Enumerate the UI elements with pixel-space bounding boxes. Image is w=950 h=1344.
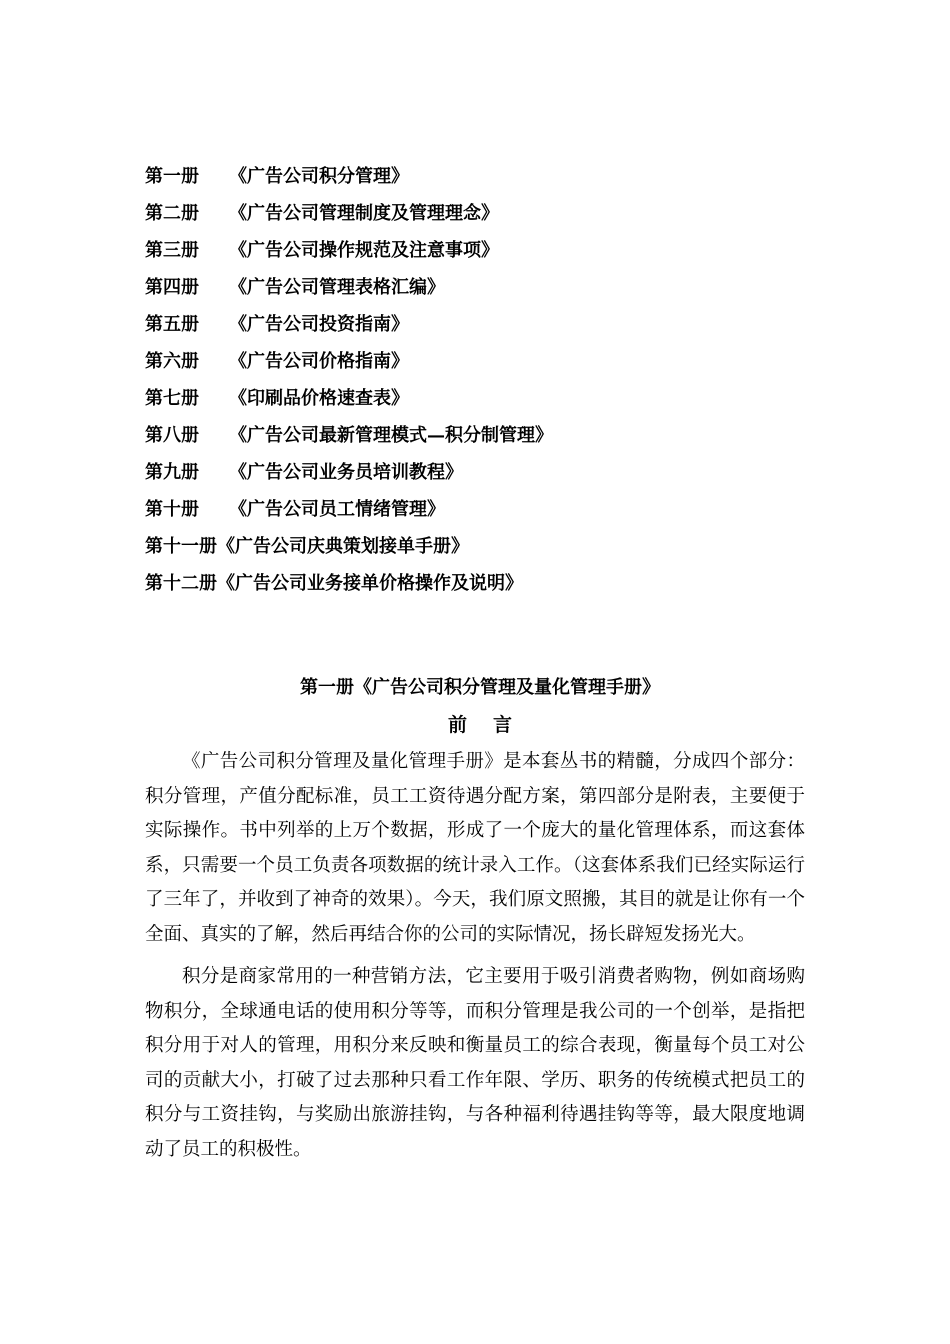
toc-volume: 第四册 <box>145 277 199 298</box>
toc-volume: 第一册 <box>145 166 199 187</box>
toc-row <box>145 454 845 491</box>
toc-title: 《广告公司管理制度及管理理念》 <box>229 203 499 224</box>
toc-title: 《广告公司价格指南》 <box>229 351 409 372</box>
toc-title: 《广告公司业务接单价格操作及说明》 <box>217 573 523 594</box>
toc-row <box>145 417 845 454</box>
paragraph: 积分是商家常用的一种营销方法，它主要用于吸引消费者购物，例如商场购物积分，全球通电话的使用积分等等，而积分管理是我公司的一个创举，是指把积分用于对人的管理，用积分来反映和衡量员工的综合表现，衡量每个员工对公司的贡献大小，打破了过去那种只看工作年限、学历、职务的传统模式把员工的积分与工资挂钩，与奖励出旅游挂钩，与各种福利待遇挂钩等等，最大限度地调动了员工的积极性。 <box>145 966 805 1160</box>
toc-title: 《广告公司管理表格汇编》 <box>229 277 445 298</box>
preface-heading: 前言 <box>447 714 538 736</box>
toc-volume: 第七册 <box>145 388 199 409</box>
toc-row <box>145 565 845 602</box>
toc-title: 《广告公司投资指南》 <box>229 314 409 335</box>
toc-volume: 第十一册 <box>145 536 217 557</box>
toc-title: 《广告公司积分管理》 <box>229 166 409 187</box>
preface-body <box>145 745 805 1167</box>
toc-volume: 第十册 <box>145 499 199 520</box>
toc-row <box>145 306 845 343</box>
toc-title: 《广告公司最新管理模式—积分制管理》 <box>229 425 553 446</box>
toc-title: 《广告公司员工情绪管理》 <box>229 499 445 520</box>
paragraph: 《广告公司积分管理及量化管理手册》是本套丛书的精髓，分成四个部分：积分管理，产值分配标准，员工工资待遇分配方案，第四部分是附表，主要便于实际操作。书中列举的上万个数据，形成了一个庞大的量化管理体系，而这套体系，只需要一个员工负责各项数据的统计录入工作。（这套体系我们已经实际运行了三年了，并收到了神奇的效果）。今天，我们原文照搬，其目的就是让你有一个全面、真实的了解，然后再结合你的公司的实际情况，扬长辟短发扬光大。 <box>145 751 805 945</box>
toc-row <box>145 528 845 565</box>
toc-row <box>145 380 845 417</box>
toc-volume: 第十二册 <box>145 573 217 594</box>
toc-volume: 第五册 <box>145 314 199 335</box>
toc-row <box>145 158 845 195</box>
toc-title: 《广告公司庆典策划接单手册》 <box>217 536 469 557</box>
toc-row <box>145 232 845 269</box>
table-of-contents <box>145 158 845 602</box>
toc-title: 《印刷品价格速查表》 <box>229 388 409 409</box>
toc-volume: 第八册 <box>145 425 199 446</box>
toc-row <box>145 491 845 528</box>
toc-title: 《广告公司业务员培训教程》 <box>229 462 463 483</box>
document-title: 第一册《广告公司积分管理及量化管理手册》 <box>300 677 660 698</box>
toc-volume: 第六册 <box>145 351 199 372</box>
toc-volume: 第二册 <box>145 203 199 224</box>
toc-title: 《广告公司操作规范及注意事项》 <box>229 240 499 261</box>
toc-volume: 第九册 <box>145 462 199 483</box>
toc-row <box>145 195 845 232</box>
toc-row <box>145 269 845 306</box>
toc-volume: 第三册 <box>145 240 199 261</box>
toc-row <box>145 343 845 380</box>
